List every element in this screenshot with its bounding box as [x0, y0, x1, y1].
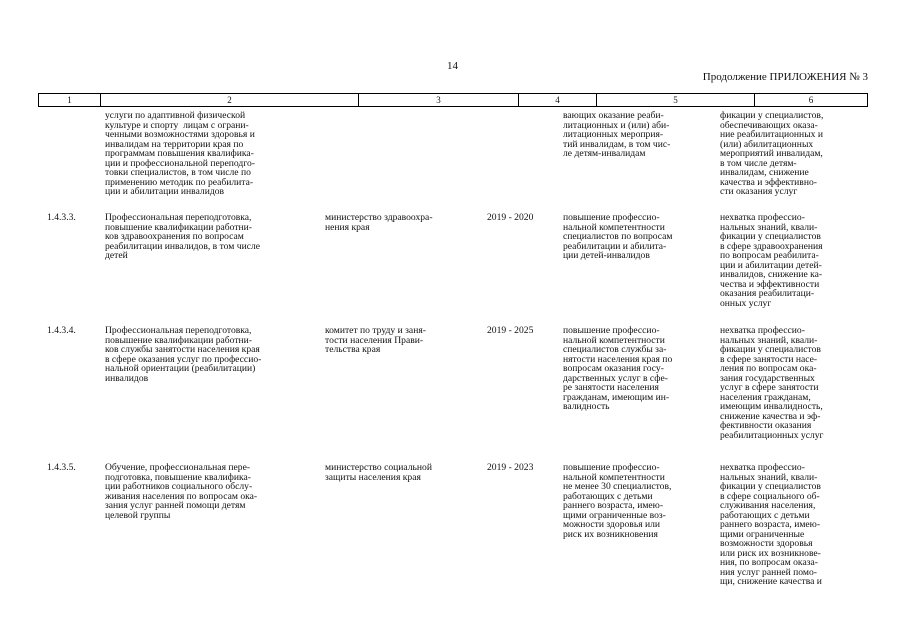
- column-header-3: 3: [358, 94, 518, 106]
- row-justification: фикации у специалистов, обеспечивающих оказа- ние реабилитационных и (или) абилитационных мероприятий инвалидам, в том числе детям- инвалидам, снижение качества и эффективно- сти оказания услуг: [720, 110, 824, 197]
- row-executor: министерство социальной защиты населения края: [325, 462, 432, 483]
- row-justification: нехватка профессио- нальных знаний, квали- фикации у специалистов в сфере социального об- служивания населения, работающих с детьми раннего возраста, имею- щими ограниченные возможности здоровья или риск их возникнове- ния, по вопросам оказа- ния услуг ранней помо- щи, снижение качества и: [720, 462, 822, 587]
- column-header-5: 5: [596, 94, 754, 106]
- row-number: 1.4.3.4.: [47, 325, 76, 336]
- row-executor: комитет по труду и заня- тости населения Прави- тельства края: [325, 325, 426, 355]
- column-header-4: 4: [518, 94, 596, 106]
- row-period: 2019 - 2025: [487, 325, 534, 336]
- column-header-row: [38, 93, 868, 107]
- row-result: вающих оказание реаби- литационных и (или) аби- литационных мероприя- тий инвалидам, в том чис- ле детям-инвалидам: [563, 110, 671, 159]
- row-title: услуги по адаптивной физической культуре и спорту лицам с ограни- ченными возможностями здоровья и инвалидам на территории края по программам повышения квалифика- ции и профессиональной переподго- товки специалистов, в том числе по применению методик по реабилита- ции и абилитации инвалидов: [105, 110, 255, 197]
- row-title: Профессиональная переподготовка, повышение квалификации работни- ков службы занятости населения края в сфере оказания услуг по профессио- нальной ориентации (реабилитации) инвалидов: [105, 325, 262, 384]
- row-result: повышение профессио- нальной компетентности не менее 30 специалистов, работающих с детьми раннего возраста, имею- щими ограниченные воз- можности здоровья или риск их возникновения: [563, 462, 672, 540]
- row-period: 2019 - 2020: [487, 212, 534, 223]
- row-executor: министерство здравоохра- нения края: [325, 212, 433, 233]
- column-header-2: 2: [100, 94, 358, 106]
- row-result: повышение профессио- нальной компетентности специалистов службы за- нятости населения края по вопросам оказания госу- дарственных услуг в сфе- ре занятости населения гражданам, имеющим ин- валидность: [563, 325, 673, 412]
- row-title: Профессиональная переподготовка, повышение квалификации работни- ков здравоохранения по вопросам реабилитации инвалидов, в том числе детей: [105, 212, 261, 261]
- row-title: Обучение, профессиональная пере- подготовка, повышение квалифика- ции работников социального обслу- живания населения по вопросам ока- зания услуг ранней помощи детям целевой группы: [105, 462, 258, 521]
- row-number: 1.4.3.3.: [47, 212, 76, 223]
- row-number: 1.4.3.5.: [47, 462, 76, 473]
- row-result: повышение профессио- нальной компетентности специалистов по вопросам реабилитации и абилита- ции детей-инвалидов: [563, 212, 673, 261]
- row-justification: нехватка профессио- нальных знаний, квали- фикации у специалистов в сфере здравоохранения по вопросам реабилита- ции и абилитации детей- инвалидов, снижение ка- чества и эффективности оказания реабилитаци- онных услуг: [720, 212, 823, 309]
- appendix-title: Продолжение ПРИЛОЖЕНИЯ № 3: [702, 71, 868, 83]
- row-justification: нехватка профессио- нальных знаний, квали- фикации у специалистов в сфере занятости насе- ления по вопросам ока- зания государственных услуг в сфере занятости населения гражданам, имеющим инвалидность, снижение качества и эф- фективности оказания реабилитационных услуг: [720, 325, 824, 441]
- row-period: 2019 - 2023: [487, 462, 534, 473]
- column-header-6: 6: [754, 94, 867, 106]
- column-header-1: 1: [67, 95, 72, 105]
- page-number: 14: [447, 60, 458, 72]
